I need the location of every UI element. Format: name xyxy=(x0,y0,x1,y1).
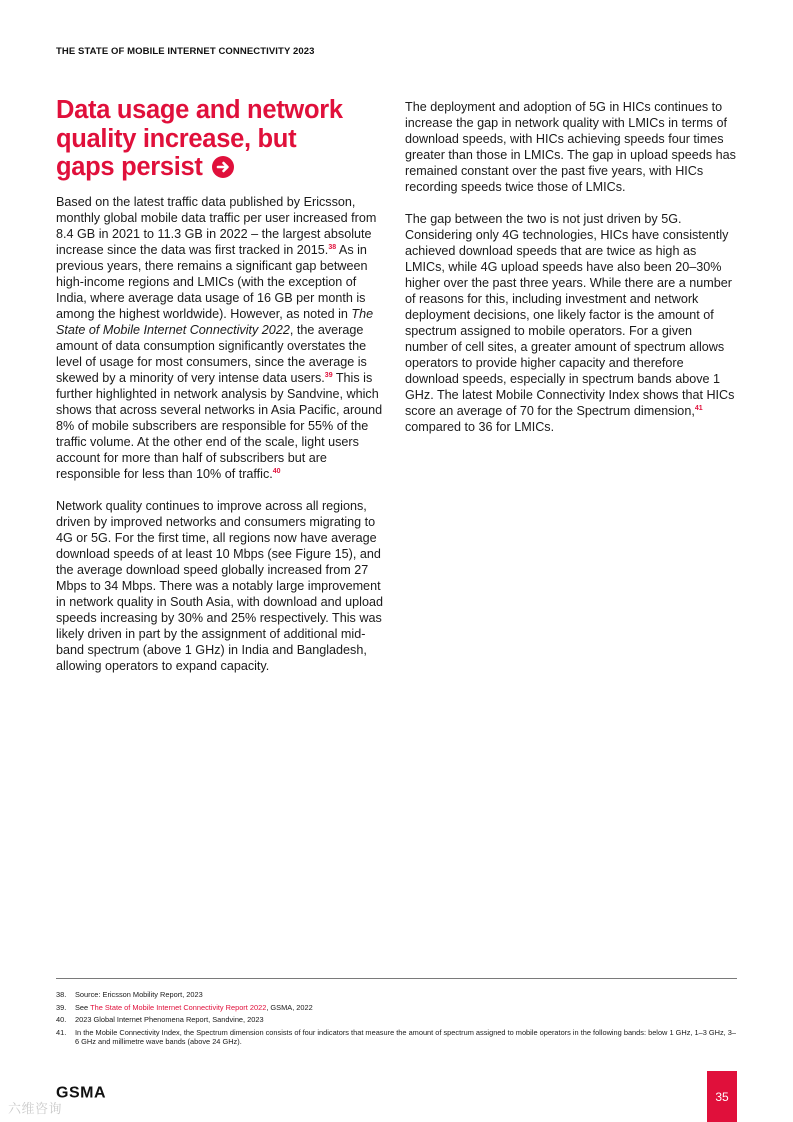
footnotes xyxy=(56,990,736,1049)
heading-line-3: gaps persist xyxy=(56,153,203,181)
heading-line-2: quality increase, but xyxy=(56,124,297,153)
right-paragraph-1: The deployment and adoption of 5G in HICs continues to increase the gap in network quality with LMICs in terms of download speeds, with HICs achieving speeds four times greater than those in LMICs. The gap in upload speeds has remained constant over the past five years, with HICs recording speeds twice those of LMICs. xyxy=(405,100,736,194)
footnote-ref-38[interactable]: 38 xyxy=(328,243,337,251)
left-column xyxy=(56,96,389,690)
watermark: 六维咨询 xyxy=(8,1101,63,1116)
heading-line-1: Data usage and network xyxy=(56,96,343,124)
gsma-logo-text: GSMA xyxy=(56,1084,106,1100)
section-heading xyxy=(56,96,389,182)
footnote-ref-41[interactable]: 41 xyxy=(694,404,703,412)
footnote-41: 41. In the Mobile Connectivity Index, the Spectrum dimension consists of four indicators that measure the amount of spectrum assigned to mobile operators in the following bands: below 1 GHz, 1–3 GHz, 3–6 GHz and millimetre wave bands (above 24 GHz). xyxy=(56,1027,736,1046)
report-title-italic: The State of Mobile Internet Connectivity 2022 xyxy=(56,306,374,337)
footnote-divider xyxy=(56,978,737,979)
right-column xyxy=(405,99,738,451)
report-link[interactable]: The State of Mobile Internet Connectivity Report 2022 xyxy=(90,1002,267,1012)
page-number: 35 xyxy=(707,1071,737,1122)
running-header: THE STATE OF MOBILE INTERNET CONNECTIVITY 2023 xyxy=(56,46,315,57)
footnote-ref-39[interactable]: 39 xyxy=(324,371,333,379)
gsma-logo xyxy=(56,1084,136,1105)
footnote-39: 39. See The State of Mobile Internet Connectivity Report 2022, GSMA, 2022 xyxy=(56,1002,313,1012)
arrow-right-circle-icon[interactable] xyxy=(212,156,234,178)
footnote-40: 40. 2023 Global Internet Phenomena Report, Sandvine, 2023 xyxy=(56,1015,264,1024)
left-paragraph-2: Network quality continues to improve across all regions, driven by improved networks and consumers migrating to 4G or 5G. For the first time, all regions now have average download speeds of at least 10 Mbps (see Figure 15), and the average download speed globally increased from 27 Mbps to 34 Mbps. There was a notably large improvement in network quality in South Asia, with download and upload speeds increasing by 30% and 25% respectively. This was likely driven in part by the assignment of additional mid-band spectrum (above 1 GHz) in India and Bangladesh, allowing operators to expand capacity. xyxy=(56,498,383,673)
right-paragraph-2: The gap between the two is not just driven by 5G. Considering only 4G technologies, HICs have consistently achieved download speeds that are twice as high as LMICs, while 4G upload speeds have also been 20–30% higher over the past three years. While there are a number of reasons for this, including investment and network deployment decisions, one likely factor is the amount of spectrum assigned to mobile operators. For a given number of cell sites, a greater amount of spectrum allows operators to provide higher capacity and therefore download speeds, especially in spectrum bands above 1 GHz. The latest Mobile Connectivity Index shows that HICs score an average of 70 for the Spectrum dimension,$^{41}$ compared to 36 for LMICs. xyxy=(405,212,735,434)
footnote-38: 38. Source: Ericsson Mobility Report, 2023 xyxy=(56,990,203,999)
left-paragraph-1: Based on the latest traffic data published by Ericsson, monthly global mobile data traffic per user increased from 8.4 GB in 2021 to 11.3 GB in 2022 – the largest absolute increase since the data was first tracked in 2015.38 As in previous years, there remains a significant gap between high-income regions and LMICs (with the exception of India, where average data usage of 16 GB per month is among the highest worldwide). However, as noted in The State of Mobile Internet Connectivity 2022, the average amount of data consumption significantly overstates the level of usage for most consumers, since the average is skewed by a minority of very intense data users.$^{39}$ This is further highlighted in network analysis by Sandvine, which shows that across several networks in Asia Pacific, around 8% of mobile subscribers are responsible for 55% of the traffic volume. At the other end of the scale, light users account for more than half of subscribers but are responsible for less than 10% of traffic.$^{40}$ xyxy=(56,194,383,481)
footnote-ref-40[interactable]: 40 xyxy=(272,467,281,475)
